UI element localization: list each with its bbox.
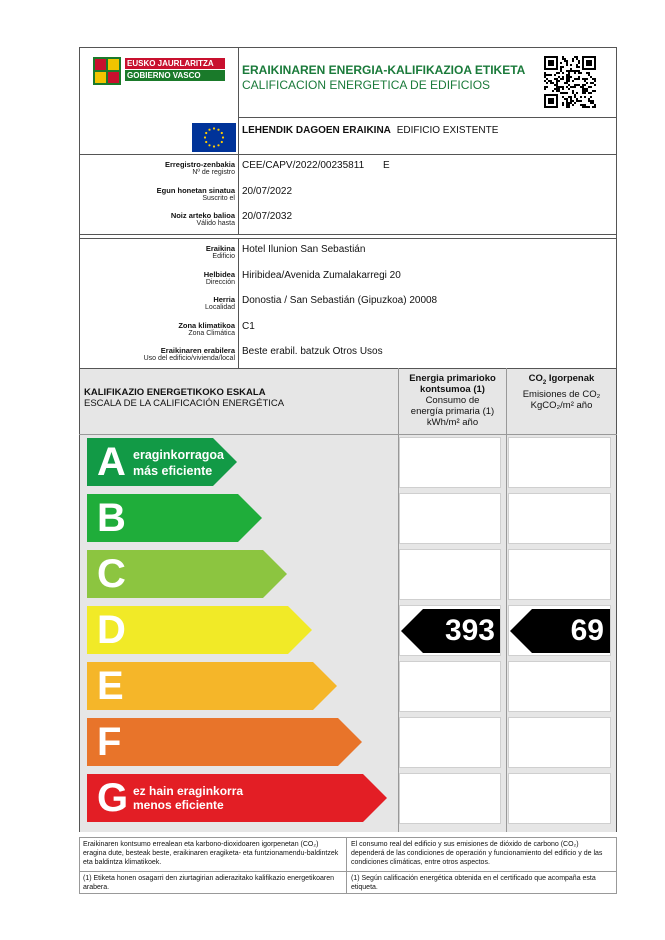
qr-code [544,56,596,108]
energy-class-d-arrow [87,606,312,654]
title-basque: ERAIKINAREN ENERGIA-KALIFIKAZIOA ETIKETA [242,63,526,77]
building-type [242,125,498,136]
building-label-eu: Zona klimatikoa [178,321,235,330]
registry-value: CEE/CAPV/2022/00235811 [242,160,365,171]
section-line-2b [79,238,617,239]
energy-class-letter: D [97,608,126,652]
consumption-header-es: Consumo de energía primaria (1) [410,395,495,417]
registry-label-es: Válido hasta [196,220,235,227]
registry-label-eu: Erregistro-zenbakia [164,160,235,169]
energy-class-text-eu: ez hain eraginkorra [133,784,244,798]
consumption-cell [399,661,501,712]
consumption-cell [399,437,501,488]
energy-class-f-arrow [87,718,362,766]
building-label-es: Localidad [205,304,235,311]
consumption-value: 393 [444,614,495,647]
energy-class-letter: A [97,440,126,484]
building-type-es: EDIFICIO EXISTENTE [396,125,499,136]
emissions-unit: KgCO₂/m² año [530,399,593,411]
consumption-cell [399,493,501,544]
energy-class-g-arrow [87,774,387,822]
building-value: C1 [242,321,255,332]
emissions-value: 69 [570,614,604,647]
emissions-header-es: Emisiones de CO₂ [522,388,601,400]
building-label-es: Uso del edificio/vivienda/local [143,355,235,362]
coat-of-arms-icon [92,56,122,86]
consumption-unit: kWh/m² año [426,417,479,428]
registry-value: 20/07/2022 [242,186,293,197]
building-value: Hiribidea/Avenida Zumalakarregi 20 [242,270,401,281]
energy-class-letter: C [97,552,126,596]
consumption-cell [399,549,501,600]
energy-class-c-arrow [87,550,287,598]
eu-flag-icon [192,123,236,152]
emissions-cell [508,549,611,600]
building-label-es: Dirección [205,279,235,286]
building-label-eu: Eraikinaren erabilera [160,346,235,355]
footer-hline [79,871,617,872]
consumption-cell [399,773,501,824]
building-value: Beste erabil. batzuk Otros Usos [242,346,383,357]
consumption-header-eu: Energia primarioko kontsumoa (1) [409,373,496,395]
emissions-header-eu: $CO_2$ Igorpenak [528,373,595,386]
building-label-es: Edificio [212,253,235,260]
emissions-cell [508,493,611,544]
consumption-cell [399,717,501,768]
emissions-rating-indicator [510,609,610,653]
building-divider [238,238,239,368]
footer-note-eu: Eraikinaren kontsumo errealean eta karbono-dioxidoaren igorpenetan (CO₂) eragina dute, besteak beste, eraikinaren eragiketa- eta funtzionamendu-baldintzek eta baldintza klimatikoek. [83,841,339,866]
footer-note-es: El consumo real del edificio y sus emisiones de dióxido de carbono (CO₂) dependerá de las condiciones de operación y funcionamiento del edificio y de las condiciones climáticas, entre otros aspectos. [351,841,603,866]
basque-government-logo [92,54,228,88]
header-bottom-line [238,117,617,118]
scale-title-es: ESCALA DE LA CALIFICACIÓN ENERGÉTICA [84,398,285,409]
registry-value: 20/07/2032 [242,211,293,222]
energy-class-letter: F [97,720,122,764]
footer-ref-eu: (1) Etiketa honen osagarri den ziurtagirian adierazitako kalifikazio energetikoaren arabera. [83,875,334,891]
emissions-cell [508,773,611,824]
energy-class-text-es: más eficiente [133,464,213,478]
registry-label-eu: Egun honetan sinatua [156,186,235,195]
registry-divider [238,154,239,234]
registry-label-es: Nº de registro [192,169,235,176]
logo-text-eu: EUSKO JAURLARITZA [127,59,214,68]
emissions-cell [508,661,611,712]
building-value: Donostia / San Sebastián (Gipuzkoa) 20008 [242,295,438,306]
registry-extra: E [383,160,390,171]
building-type-eu: LEHENDIK DAGOEN ERAIKINA [242,125,391,136]
building-label-eu: Eraikina [205,244,235,253]
section-line-1 [79,154,617,155]
logo-text-es: GOBIERNO VASCO [127,71,201,80]
consumption-header [399,373,506,428]
energy-class-letter: B [97,496,126,540]
energy-class-e-arrow [87,662,337,710]
footer-ref-es: (1) Según calificación energética obtenida en el certificado que acompaña esta etiqueta. [351,875,596,891]
building-label-es: Zona Climática [188,330,235,337]
registry-label-es: Suscrito el [202,195,235,202]
building-value: Hotel Ilunion San Sebastián [242,244,366,255]
energy-class-letter: E [97,664,124,708]
scale-col-divider-2 [506,368,507,832]
energy-class-text-eu: eraginkorragoa [133,448,225,462]
scale-title-eu: KALIFIKAZIO ENERGETIKOKO ESKALA [84,387,266,398]
energy-class-text-es: menos eficiente [133,798,224,812]
scale-header-line [79,434,617,435]
building-label-eu: Helbidea [203,270,235,279]
consumption-rating-indicator [401,609,500,653]
energy-class-a-arrow [87,438,237,486]
building-label-eu: Herria [213,295,235,304]
energy-class-letter: G [97,776,129,820]
energy-class-b-arrow [87,494,262,542]
header-divider [238,47,239,154]
registry-label-eu: Noiz arteko balioa [170,211,235,220]
footer-divider [346,837,347,894]
emissions-header [507,373,616,411]
emissions-cell [508,437,611,488]
title-spanish: CALIFICACION ENERGETICA DE EDIFICIOS [242,78,491,92]
section-line-2 [79,234,617,235]
emissions-cell [508,717,611,768]
